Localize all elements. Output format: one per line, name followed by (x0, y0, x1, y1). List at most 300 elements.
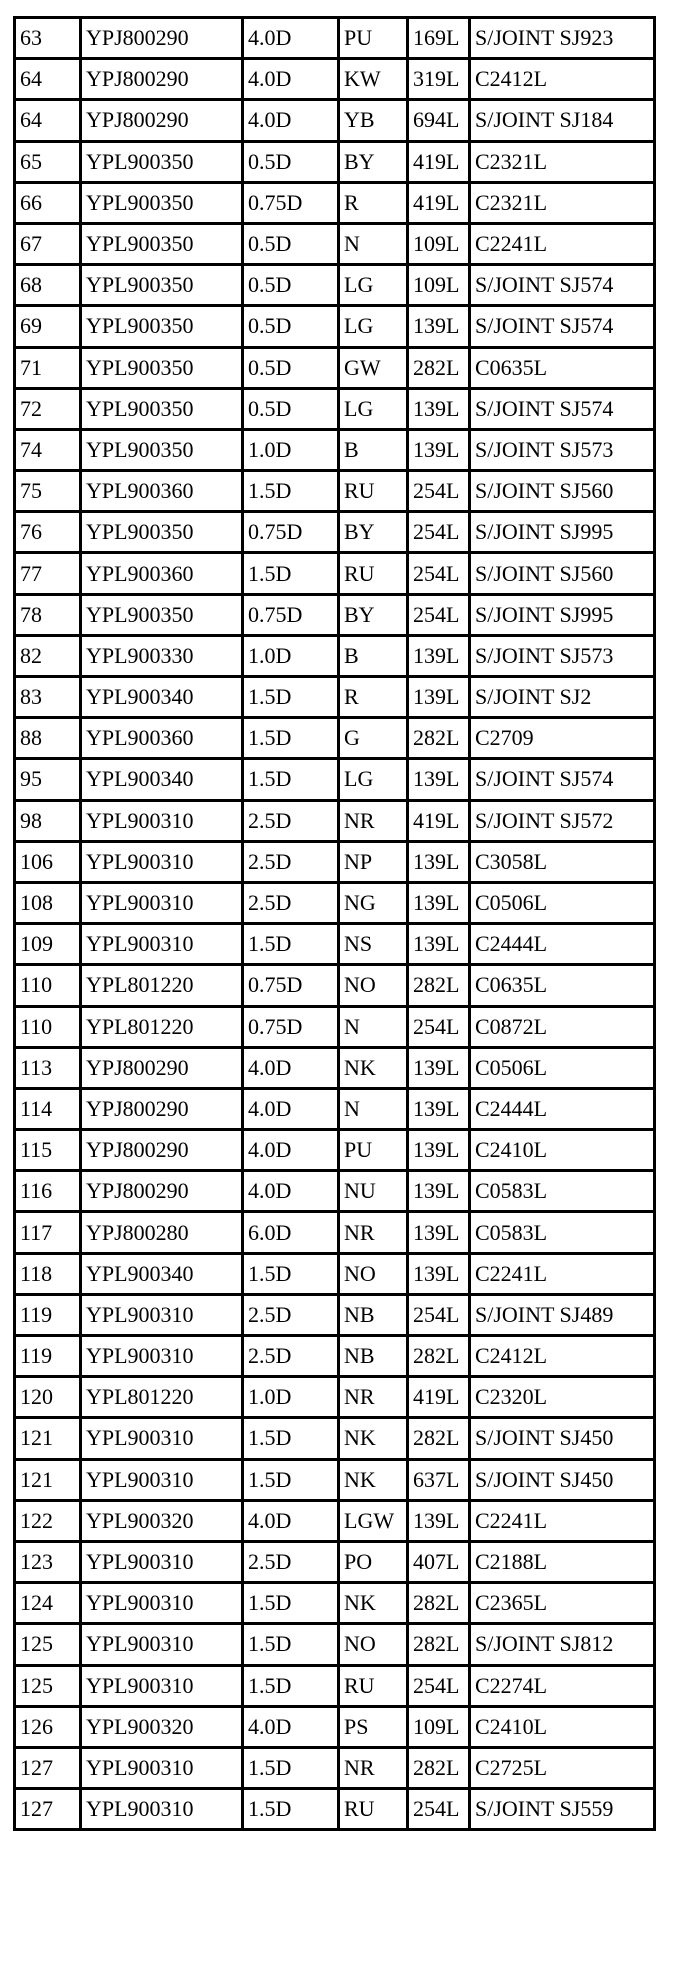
table-row (15, 1088, 655, 1129)
wire-size-cell: 4.0D (243, 1047, 339, 1088)
circuit-number-cell: 88 (15, 718, 81, 759)
wire-color-cell: BY (339, 594, 408, 635)
table-row (15, 388, 655, 429)
table-row (15, 1541, 655, 1582)
circuit-number-cell: 118 (15, 1253, 81, 1294)
circuit-number-cell: 108 (15, 882, 81, 923)
table-row (15, 1789, 655, 1830)
table-row (15, 841, 655, 882)
part-number-cell: YPL900340 (81, 677, 243, 718)
wire-size-cell: 1.5D (243, 1665, 339, 1706)
connection-cell: S/JOINT SJ995 (470, 512, 655, 553)
table-row (15, 265, 655, 306)
length-cell: 254L (408, 1294, 470, 1335)
table-row (15, 182, 655, 223)
wire-size-cell: 1.5D (243, 1789, 339, 1830)
circuit-number-cell: 76 (15, 512, 81, 553)
wire-size-cell: 0.5D (243, 265, 339, 306)
circuit-number-cell: 123 (15, 1541, 81, 1582)
circuit-number-cell: 117 (15, 1212, 81, 1253)
table-row (15, 759, 655, 800)
table-row (15, 1336, 655, 1377)
length-cell: 282L (408, 1418, 470, 1459)
connection-cell: C2410L (470, 1130, 655, 1171)
wire-size-cell: 4.0D (243, 1088, 339, 1129)
table-row (15, 1706, 655, 1747)
wire-size-cell: 0.75D (243, 965, 339, 1006)
table-row (15, 18, 655, 59)
connection-cell: C2241L (470, 223, 655, 264)
part-number-cell: YPL900310 (81, 1624, 243, 1665)
wire-size-cell: 0.5D (243, 223, 339, 264)
part-number-cell: YPL900310 (81, 1541, 243, 1582)
length-cell: 139L (408, 388, 470, 429)
table-row (15, 635, 655, 676)
table-row (15, 1459, 655, 1500)
wire-color-cell: RU (339, 1665, 408, 1706)
wiring-table-container (13, 16, 656, 1831)
part-number-cell: YPL900340 (81, 1253, 243, 1294)
table-row (15, 223, 655, 264)
circuit-number-cell: 64 (15, 59, 81, 100)
length-cell: 139L (408, 841, 470, 882)
part-number-cell: YPJ800290 (81, 1088, 243, 1129)
table-row (15, 1583, 655, 1624)
wire-color-cell: NR (339, 800, 408, 841)
wire-size-cell: 0.5D (243, 141, 339, 182)
circuit-number-cell: 124 (15, 1583, 81, 1624)
circuit-number-cell: 65 (15, 141, 81, 182)
part-number-cell: YPL900310 (81, 800, 243, 841)
length-cell: 139L (408, 759, 470, 800)
circuit-number-cell: 64 (15, 100, 81, 141)
wire-color-cell: NU (339, 1171, 408, 1212)
length-cell: 109L (408, 1706, 470, 1747)
table-row (15, 1171, 655, 1212)
length-cell: 419L (408, 800, 470, 841)
length-cell: 139L (408, 1171, 470, 1212)
length-cell: 139L (408, 1212, 470, 1253)
wiring-table (13, 16, 656, 1831)
circuit-number-cell: 121 (15, 1418, 81, 1459)
circuit-number-cell: 109 (15, 924, 81, 965)
connection-cell: C2725L (470, 1747, 655, 1788)
circuit-number-cell: 67 (15, 223, 81, 264)
length-cell: 139L (408, 677, 470, 718)
wire-color-cell: B (339, 429, 408, 470)
part-number-cell: YPL900350 (81, 141, 243, 182)
wire-size-cell: 4.0D (243, 1706, 339, 1747)
wire-size-cell: 0.75D (243, 512, 339, 553)
part-number-cell: YPL900360 (81, 718, 243, 759)
circuit-number-cell: 125 (15, 1665, 81, 1706)
length-cell: 254L (408, 553, 470, 594)
wire-size-cell: 0.75D (243, 594, 339, 635)
table-row (15, 100, 655, 141)
circuit-number-cell: 106 (15, 841, 81, 882)
table-row (15, 347, 655, 388)
length-cell: 419L (408, 1377, 470, 1418)
part-number-cell: YPJ800280 (81, 1212, 243, 1253)
part-number-cell: YPL900350 (81, 182, 243, 223)
table-row (15, 1665, 655, 1706)
wire-color-cell: NR (339, 1377, 408, 1418)
wire-size-cell: 1.5D (243, 677, 339, 718)
wire-size-cell: 1.5D (243, 1418, 339, 1459)
wire-size-cell: 4.0D (243, 1130, 339, 1171)
part-number-cell: YPL900310 (81, 1418, 243, 1459)
wire-color-cell: NB (339, 1336, 408, 1377)
circuit-number-cell: 119 (15, 1336, 81, 1377)
length-cell: 254L (408, 1006, 470, 1047)
wire-color-cell: NK (339, 1459, 408, 1500)
circuit-number-cell: 72 (15, 388, 81, 429)
connection-cell: S/JOINT SJ923 (470, 18, 655, 59)
part-number-cell: YPL801220 (81, 1377, 243, 1418)
circuit-number-cell: 66 (15, 182, 81, 223)
table-row (15, 471, 655, 512)
connection-cell: C2188L (470, 1541, 655, 1582)
connection-cell: C2274L (470, 1665, 655, 1706)
wire-size-cell: 1.5D (243, 1747, 339, 1788)
table-row (15, 924, 655, 965)
part-number-cell: YPJ800290 (81, 1047, 243, 1088)
table-row (15, 965, 655, 1006)
circuit-number-cell: 119 (15, 1294, 81, 1335)
connection-cell: C2365L (470, 1583, 655, 1624)
wire-size-cell: 4.0D (243, 59, 339, 100)
connection-cell: C2444L (470, 1088, 655, 1129)
length-cell: 169L (408, 18, 470, 59)
length-cell: 139L (408, 1130, 470, 1171)
circuit-number-cell: 114 (15, 1088, 81, 1129)
part-number-cell: YPJ800290 (81, 18, 243, 59)
connection-cell: S/JOINT SJ572 (470, 800, 655, 841)
part-number-cell: YPJ800290 (81, 1130, 243, 1171)
connection-cell: C3058L (470, 841, 655, 882)
wire-color-cell: RU (339, 553, 408, 594)
circuit-number-cell: 121 (15, 1459, 81, 1500)
part-number-cell: YPL900350 (81, 388, 243, 429)
wire-color-cell: N (339, 1006, 408, 1047)
length-cell: 282L (408, 965, 470, 1006)
wire-size-cell: 1.0D (243, 1377, 339, 1418)
wire-color-cell: NK (339, 1418, 408, 1459)
wire-size-cell: 4.0D (243, 1171, 339, 1212)
wire-size-cell: 6.0D (243, 1212, 339, 1253)
wire-color-cell: PU (339, 18, 408, 59)
circuit-number-cell: 98 (15, 800, 81, 841)
wire-color-cell: RU (339, 1789, 408, 1830)
length-cell: 282L (408, 1624, 470, 1665)
wire-size-cell: 1.5D (243, 759, 339, 800)
wire-color-cell: NO (339, 1624, 408, 1665)
wire-color-cell: PS (339, 1706, 408, 1747)
table-row (15, 1047, 655, 1088)
part-number-cell: YPL900310 (81, 1665, 243, 1706)
circuit-number-cell: 82 (15, 635, 81, 676)
length-cell: 254L (408, 512, 470, 553)
part-number-cell: YPL900360 (81, 553, 243, 594)
wire-size-cell: 1.5D (243, 553, 339, 594)
table-row (15, 141, 655, 182)
table-row (15, 677, 655, 718)
length-cell: 282L (408, 1336, 470, 1377)
wire-size-cell: 1.5D (243, 471, 339, 512)
circuit-number-cell: 74 (15, 429, 81, 470)
connection-cell: S/JOINT SJ574 (470, 759, 655, 800)
circuit-number-cell: 126 (15, 1706, 81, 1747)
connection-cell: C2320L (470, 1377, 655, 1418)
length-cell: 282L (408, 347, 470, 388)
wire-color-cell: BY (339, 512, 408, 553)
wire-size-cell: 1.5D (243, 718, 339, 759)
length-cell: 419L (408, 182, 470, 223)
connection-cell: C2321L (470, 141, 655, 182)
part-number-cell: YPL900350 (81, 594, 243, 635)
length-cell: 139L (408, 429, 470, 470)
part-number-cell: YPL900350 (81, 223, 243, 264)
circuit-number-cell: 83 (15, 677, 81, 718)
connection-cell: C0635L (470, 347, 655, 388)
wire-size-cell: 0.5D (243, 347, 339, 388)
connection-cell: S/JOINT SJ573 (470, 635, 655, 676)
wire-size-cell: 1.5D (243, 1459, 339, 1500)
wire-color-cell: B (339, 635, 408, 676)
table-row (15, 718, 655, 759)
connection-cell: C2412L (470, 1336, 655, 1377)
part-number-cell: YPL900310 (81, 1294, 243, 1335)
connection-cell: S/JOINT SJ2 (470, 677, 655, 718)
table-row (15, 800, 655, 841)
part-number-cell: YPL900350 (81, 512, 243, 553)
circuit-number-cell: 127 (15, 1789, 81, 1830)
length-cell: 139L (408, 924, 470, 965)
length-cell: 139L (408, 1253, 470, 1294)
table-row (15, 59, 655, 100)
wire-size-cell: 4.0D (243, 1500, 339, 1541)
circuit-number-cell: 75 (15, 471, 81, 512)
wire-size-cell: 0.75D (243, 1006, 339, 1047)
part-number-cell: YPL801220 (81, 1006, 243, 1047)
connection-cell: S/JOINT SJ450 (470, 1418, 655, 1459)
connection-cell: S/JOINT SJ450 (470, 1459, 655, 1500)
wire-color-cell: G (339, 718, 408, 759)
part-number-cell: YPJ800290 (81, 100, 243, 141)
wire-size-cell: 4.0D (243, 100, 339, 141)
connection-cell: C0506L (470, 1047, 655, 1088)
wire-color-cell: NO (339, 1253, 408, 1294)
wire-color-cell: LG (339, 265, 408, 306)
part-number-cell: YPL900350 (81, 265, 243, 306)
wire-color-cell: NK (339, 1583, 408, 1624)
connection-cell: S/JOINT SJ574 (470, 265, 655, 306)
wire-size-cell: 1.5D (243, 1253, 339, 1294)
table-row (15, 429, 655, 470)
wire-color-cell: NB (339, 1294, 408, 1335)
wire-size-cell: 2.5D (243, 1336, 339, 1377)
table-row (15, 1294, 655, 1335)
circuit-number-cell: 110 (15, 965, 81, 1006)
table-row (15, 553, 655, 594)
circuit-number-cell: 115 (15, 1130, 81, 1171)
table-row (15, 1500, 655, 1541)
wire-color-cell: LG (339, 306, 408, 347)
part-number-cell: YPL900320 (81, 1500, 243, 1541)
connection-cell: C2321L (470, 182, 655, 223)
wire-size-cell: 2.5D (243, 882, 339, 923)
wire-color-cell: GW (339, 347, 408, 388)
wire-color-cell: N (339, 223, 408, 264)
table-row (15, 512, 655, 553)
wire-size-cell: 1.5D (243, 1624, 339, 1665)
length-cell: 282L (408, 1583, 470, 1624)
wire-size-cell: 1.5D (243, 1583, 339, 1624)
table-row (15, 1747, 655, 1788)
table-row (15, 1130, 655, 1171)
connection-cell: S/JOINT SJ574 (470, 306, 655, 347)
circuit-number-cell: 122 (15, 1500, 81, 1541)
circuit-number-cell: 63 (15, 18, 81, 59)
length-cell: 109L (408, 265, 470, 306)
circuit-number-cell: 95 (15, 759, 81, 800)
connection-cell: S/JOINT SJ489 (470, 1294, 655, 1335)
table-row (15, 1377, 655, 1418)
connection-cell: S/JOINT SJ184 (470, 100, 655, 141)
connection-cell: S/JOINT SJ559 (470, 1789, 655, 1830)
circuit-number-cell: 113 (15, 1047, 81, 1088)
length-cell: 282L (408, 1747, 470, 1788)
circuit-number-cell: 120 (15, 1377, 81, 1418)
wire-color-cell: R (339, 677, 408, 718)
length-cell: 637L (408, 1459, 470, 1500)
wire-size-cell: 1.5D (243, 924, 339, 965)
connection-cell: C0583L (470, 1171, 655, 1212)
connection-cell: S/JOINT SJ573 (470, 429, 655, 470)
connection-cell: C2412L (470, 59, 655, 100)
circuit-number-cell: 78 (15, 594, 81, 635)
part-number-cell: YPL900310 (81, 1583, 243, 1624)
wire-size-cell: 4.0D (243, 18, 339, 59)
connection-cell: C0506L (470, 882, 655, 923)
length-cell: 139L (408, 635, 470, 676)
connection-cell: C0583L (470, 1212, 655, 1253)
wire-color-cell: LGW (339, 1500, 408, 1541)
wire-size-cell: 1.0D (243, 429, 339, 470)
table-row (15, 594, 655, 635)
circuit-number-cell: 110 (15, 1006, 81, 1047)
length-cell: 139L (408, 1047, 470, 1088)
connection-cell: S/JOINT SJ560 (470, 553, 655, 594)
circuit-number-cell: 69 (15, 306, 81, 347)
part-number-cell: YPL900350 (81, 429, 243, 470)
connection-cell: S/JOINT SJ560 (470, 471, 655, 512)
length-cell: 139L (408, 1088, 470, 1129)
length-cell: 419L (408, 141, 470, 182)
wire-color-cell: RU (339, 471, 408, 512)
part-number-cell: YPL900310 (81, 1789, 243, 1830)
connection-cell: C0635L (470, 965, 655, 1006)
connection-cell: S/JOINT SJ574 (470, 388, 655, 429)
part-number-cell: YPL900310 (81, 924, 243, 965)
connection-cell: C2444L (470, 924, 655, 965)
table-row (15, 306, 655, 347)
wire-size-cell: 0.75D (243, 182, 339, 223)
part-number-cell: YPL900360 (81, 471, 243, 512)
wire-color-cell: LG (339, 759, 408, 800)
wire-color-cell: BY (339, 141, 408, 182)
length-cell: 407L (408, 1541, 470, 1582)
circuit-number-cell: 71 (15, 347, 81, 388)
table-row (15, 882, 655, 923)
part-number-cell: YPL900310 (81, 1747, 243, 1788)
connection-cell: S/JOINT SJ812 (470, 1624, 655, 1665)
connection-cell: C0872L (470, 1006, 655, 1047)
length-cell: 254L (408, 1789, 470, 1830)
length-cell: 319L (408, 59, 470, 100)
part-number-cell: YPL900320 (81, 1706, 243, 1747)
part-number-cell: YPL900310 (81, 882, 243, 923)
part-number-cell: YPL900310 (81, 1459, 243, 1500)
table-row (15, 1253, 655, 1294)
wire-size-cell: 0.5D (243, 306, 339, 347)
table-row (15, 1418, 655, 1459)
circuit-number-cell: 125 (15, 1624, 81, 1665)
part-number-cell: YPL900330 (81, 635, 243, 676)
circuit-number-cell: 127 (15, 1747, 81, 1788)
part-number-cell: YPJ800290 (81, 1171, 243, 1212)
length-cell: 139L (408, 1500, 470, 1541)
length-cell: 282L (408, 718, 470, 759)
wire-size-cell: 2.5D (243, 841, 339, 882)
wire-size-cell: 1.0D (243, 635, 339, 676)
wire-color-cell: KW (339, 59, 408, 100)
wire-color-cell: R (339, 182, 408, 223)
length-cell: 254L (408, 594, 470, 635)
length-cell: 694L (408, 100, 470, 141)
circuit-number-cell: 116 (15, 1171, 81, 1212)
length-cell: 139L (408, 306, 470, 347)
part-number-cell: YPL801220 (81, 965, 243, 1006)
wire-size-cell: 2.5D (243, 1541, 339, 1582)
wire-color-cell: NG (339, 882, 408, 923)
connection-cell: C2410L (470, 1706, 655, 1747)
part-number-cell: YPL900310 (81, 1336, 243, 1377)
wire-color-cell: NK (339, 1047, 408, 1088)
length-cell: 109L (408, 223, 470, 264)
wire-color-cell: PU (339, 1130, 408, 1171)
connection-cell: S/JOINT SJ995 (470, 594, 655, 635)
table-row (15, 1624, 655, 1665)
wire-color-cell: YB (339, 100, 408, 141)
wire-color-cell: N (339, 1088, 408, 1129)
wire-color-cell: NR (339, 1747, 408, 1788)
wire-size-cell: 0.5D (243, 388, 339, 429)
length-cell: 254L (408, 471, 470, 512)
connection-cell: C2241L (470, 1500, 655, 1541)
table-body (15, 18, 655, 1830)
circuit-number-cell: 68 (15, 265, 81, 306)
part-number-cell: YPL900350 (81, 347, 243, 388)
part-number-cell: YPJ800290 (81, 59, 243, 100)
connection-cell: C2241L (470, 1253, 655, 1294)
part-number-cell: YPL900310 (81, 841, 243, 882)
wire-color-cell: NR (339, 1212, 408, 1253)
table-row (15, 1006, 655, 1047)
circuit-number-cell: 77 (15, 553, 81, 594)
wire-color-cell: NP (339, 841, 408, 882)
length-cell: 139L (408, 882, 470, 923)
